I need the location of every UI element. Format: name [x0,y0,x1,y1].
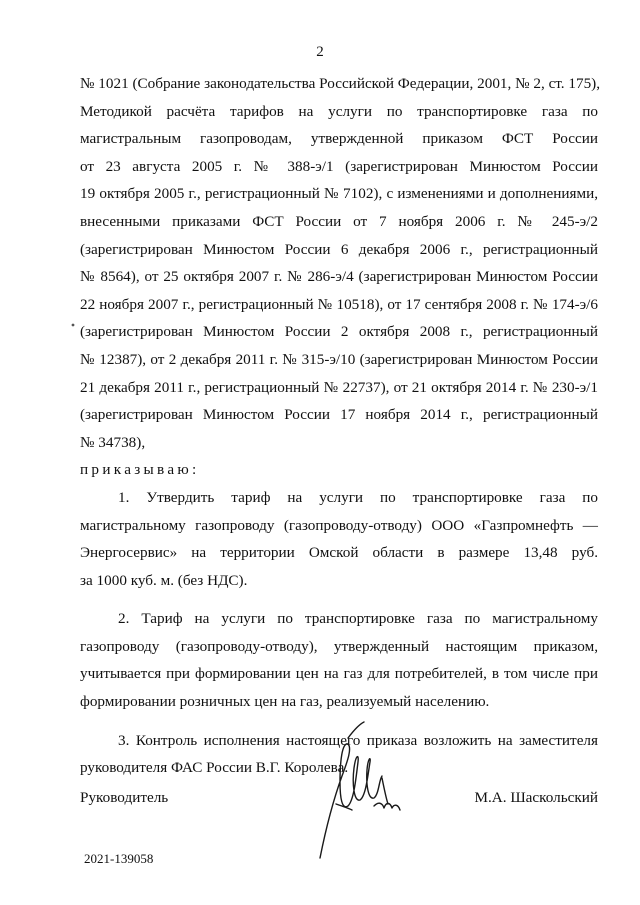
text-line: 3. Контроль исполнения настоящего приказа возложить на заместителя [118,731,598,749]
text-line: 22 ноября 2007 г., регистрационный № 10518), от 17 сентября 2008 г. № 174-э/6 [80,295,598,313]
text-line: 1. Утвердить тариф на услуги по транспортировке газа по [118,488,598,506]
page-number: 2 [316,44,324,60]
text-line: формировании розничных цен на газ, реализуемый населению. [80,693,490,711]
signatory-title: Руководитель [80,789,169,806]
text-line: магистральным газопроводам, утвержденной приказом ФСТ России [80,130,598,148]
document-number: 2021-139058 [84,851,154,866]
text-line: Методикой расчёта тарифов на услуги по транспортировке газа по [80,102,598,120]
text-line: внесенными приказами ФСТ России от 7 ноября 2006 г. № 245-э/2 [80,212,598,230]
signatory-name: М.А. Шаскольский [474,789,598,806]
text-line: (зарегистрирован Минюстом России 2 октября 2008 г., регистрационный [80,323,598,341]
text-line: руководителя ФАС России В.Г. Королева. [80,759,349,777]
text-line: учитывается при формировании цен на газ для потребителей, в том числе при [80,665,598,683]
text-line: Энергосервис» на территории Омской области в размере 13,48 руб. [80,544,598,562]
text-line: 21 декабря 2011 г., регистрационный № 22737), от 21 октября 2014 г. № 230-э/1 [80,378,598,396]
handwritten-signature [312,718,412,868]
text-line: от 23 августа 2005 г. № 388-э/1 (зарегистрирован Минюстом России [80,157,598,175]
text-line: № 34738), [80,433,146,451]
text-line: № 8564), от 25 октября 2007 г. № 286-э/4 (зарегистрирован Минюстом России [80,268,598,286]
margin-mark [70,322,76,328]
text-line: (зарегистрирован Минюстом России 17 ноября 2014 г., регистрационный [80,406,598,424]
text-line: № 12387), от 2 декабря 2011 г. № 315-э/10 (зарегистрирован Минюстом России [80,350,598,368]
document-body [80,70,601,782]
text-line: магистральному газопроводу (газопроводу-отводу) ООО «Газпромнефть — [80,516,598,534]
text-line: газопроводу (газопроводу-отводу), утвержденный настоящим приказом, [80,637,598,655]
text-line: 2. Тариф на услуги по транспортировке газа по магистральному [118,610,598,628]
text-line: 19 октября 2005 г., регистрационный № 7102), с изменениями и дополнениями, [80,185,598,203]
text-line: за 1000 куб. м. (без НДС). [80,571,248,589]
order-word: приказываю: [80,461,200,479]
text-line: № 1021 (Собрание законодательства Российской Федерации, 2001, № 2, ст. 175), [80,75,601,92]
text-line: (зарегистрирован Минюстом России 6 декабря 2006 г., регистрационный [80,240,598,258]
